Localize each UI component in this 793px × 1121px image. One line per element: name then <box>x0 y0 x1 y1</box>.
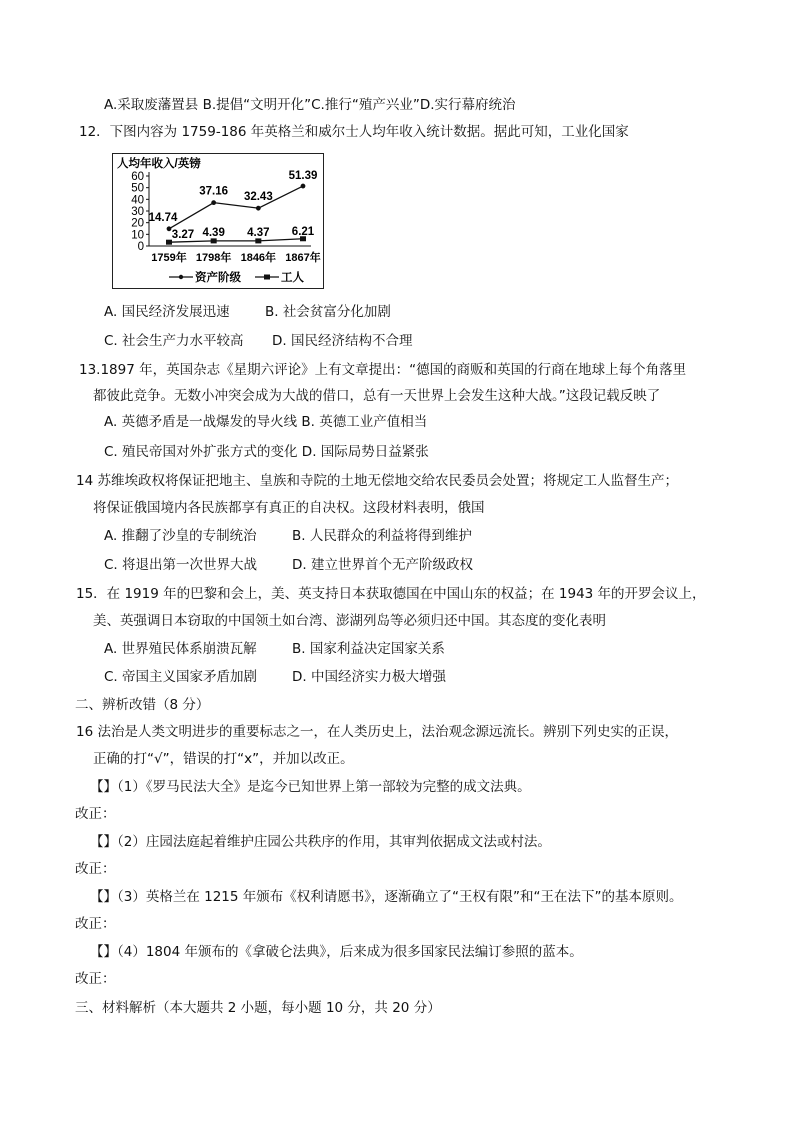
q16-item-4: 【】（4）1804 年颁布的《拿破仑法典》，后来成为很多国家民法编订参照的蓝本。 <box>90 944 583 960</box>
q16-stem-line2: 正确的打“√”，错误的打“x”，并加以改正。 <box>93 751 354 767</box>
q14-option-b: B. 人民群众的利益将得到维护 <box>292 528 472 544</box>
y-tick-label-2: 20 <box>131 217 144 230</box>
q11-options: A.采取废藩置县 B.提倡“文明开化”C.推行“殖产兴业”D.实行幕府统治 <box>104 97 516 113</box>
q14-stem-line2: 将保证俄国境内各民族都享有真正的自决权。这段材料表明，俄国 <box>93 500 485 516</box>
y-tick-label-6: 60 <box>131 171 144 183</box>
q14-option-a: A. 推翻了沙皇的专制统治 <box>104 528 257 544</box>
y-tick-label-0: 0 <box>137 241 144 253</box>
q15-option-b: B. 国家利益决定国家关系 <box>292 641 445 657</box>
series-1-label-0: 3.27 <box>171 229 195 242</box>
series-0-point-1 <box>211 200 216 205</box>
q16-correction-3: 改正： <box>75 916 116 932</box>
q16-correction-1: 改正： <box>75 806 116 822</box>
q16-correction-2: 改正： <box>75 861 116 877</box>
legend-marker-1 <box>264 275 270 280</box>
x-tick-label-3: 1867年 <box>285 252 321 264</box>
y-tick-label-5: 50 <box>131 182 144 195</box>
section2-heading: 二、辨析改错（8 分） <box>75 697 210 713</box>
q16-item-1: 【】（1）《罗马民法大全》是迄今已知世界上第一部较为完整的成文法典。 <box>90 779 531 795</box>
series-0-label-3: 51.39 <box>288 170 318 183</box>
q16-correction-4: 改正： <box>75 971 116 987</box>
legend-marker-0 <box>179 275 183 279</box>
q15-option-d: D. 中国经济实力极大增强 <box>292 669 446 685</box>
income-chart <box>112 153 324 289</box>
q12-stem: 12．下图内容为 1759-186 年英格兰和威尔士人均年收入统计数据。据此可知，工业化国家 <box>79 124 629 140</box>
series-1-point-1 <box>211 238 217 243</box>
q13-stem-line2: 都彼此竞争。无数小冲突会成为大战的借口，总有一天世界上会发生这种大战。”这段记载反映了 <box>93 388 661 404</box>
legend-label-0: 资产阶级 <box>195 272 241 284</box>
q14-stem-line1: 14 苏维埃政权将保证把地主、皇族和寺院的土地无偿地交给农民委员会处置；将规定工人监督生产； <box>76 473 678 489</box>
x-labels <box>151 250 320 264</box>
series-line-0 <box>169 186 303 229</box>
q13-stem-line1: 13.1897 年，英国杂志《星期六评论》上有文章提出：“德国的商贩和英国的行商在地球上每个角落里 <box>79 362 687 378</box>
series-1-label-2: 4.37 <box>247 226 270 239</box>
series-0-point-3 <box>301 184 306 189</box>
x-tick-label-1: 1798年 <box>195 252 232 264</box>
legend-label-1: 工人 <box>281 272 304 284</box>
q14-option-d: D. 建立世界首个无产阶级政权 <box>292 557 473 573</box>
x-tick-label-2: 1846年 <box>240 252 277 264</box>
series-0-label-1: 37.16 <box>199 185 229 198</box>
series-1-label-1: 4.39 <box>202 226 225 239</box>
y-ticks <box>131 171 149 253</box>
series-0-point-2 <box>256 206 261 211</box>
chart-title: 人均年收入/英镑 <box>117 158 201 170</box>
series-0-point-0 <box>167 226 172 231</box>
q13-options-ab: A. 英德矛盾是一战爆发的导火线 B. 英德工业产值相当 <box>104 414 428 430</box>
series-1-label-3: 6.21 <box>291 225 315 238</box>
y-tick-label-3: 30 <box>131 206 144 218</box>
q12-option-d: D. 国民经济结构不合理 <box>272 333 413 349</box>
q16-item-3: 【】（3）英格兰在 1215 年颁布《权利请愿书》，逐渐确立了“王权有限”和“王在法下”的基本原则。 <box>90 889 683 905</box>
series-1-point-2 <box>255 238 261 243</box>
q15-option-a: A. 世界殖民体系崩溃瓦解 <box>104 641 257 657</box>
q15-stem-line1: 15．在 1919 年的巴黎和会上，美、英支持日本获取德国在中国山东的权益；在 1943 年的开罗会议上， <box>76 586 706 602</box>
section3-heading: 三、材料解析（本大题共 2 小题，每小题 10 分，共 20 分） <box>75 1000 441 1016</box>
income-chart-svg <box>113 154 323 288</box>
q16-item-2: 【】（2）庄园法庭起着维护庄园公共秩序的作用，其审判依据成文法或村法。 <box>90 834 551 850</box>
series-0-label-2: 32.43 <box>243 191 273 204</box>
q15-stem-line2: 美、英强调日本窃取的中国领土如台湾、澎湖列岛等必须归还中国。其态度的变化表明 <box>93 613 606 629</box>
y-tick-label-4: 40 <box>131 194 144 207</box>
q13-options-cd: C. 殖民帝国对外扩张方式的变化 D. 国际局势日益紧张 <box>104 444 429 460</box>
q16-stem-line1: 16 法治是人类文明进步的重要标志之一，在人类历史上，法治观念源远流长。辨别下列史实的正误， <box>76 724 678 740</box>
q12-option-b: B. 社会贫富分化加剧 <box>265 304 391 320</box>
x-tick-label-0: 1759年 <box>151 252 187 264</box>
q12-option-c: C. 社会生产力水平较高 <box>104 333 244 349</box>
series-layer <box>149 170 318 245</box>
y-tick-label-1: 10 <box>131 229 144 242</box>
q14-option-c: C. 将退出第一次世界大战 <box>104 557 258 573</box>
series-0-label-0: 14.74 <box>148 211 178 224</box>
q12-option-a: A. 国民经济发展迅速 <box>104 304 230 320</box>
q15-option-c: C. 帝国主义国家矛盾加剧 <box>104 669 258 685</box>
legend <box>169 270 304 284</box>
